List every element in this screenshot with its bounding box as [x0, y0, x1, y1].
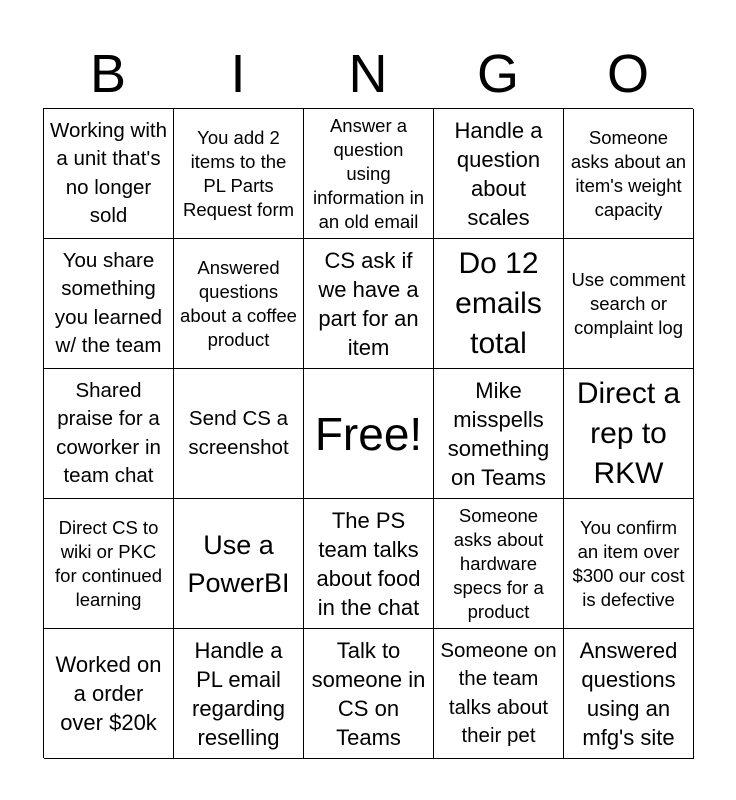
cell-text: Worked on a order over $20k — [55, 652, 162, 735]
bingo-board — [43, 108, 693, 758]
cell-text: The PS team talks about food in the chat — [316, 507, 421, 620]
bingo-cell[interactable] — [174, 239, 304, 369]
bingo-header — [43, 38, 693, 110]
cell-text: Direct a rep to RKW — [576, 376, 681, 490]
bingo-cell[interactable] — [434, 109, 564, 239]
bingo-cell[interactable] — [174, 629, 304, 759]
header-letter-i: I — [230, 44, 246, 104]
bingo-cell[interactable] — [304, 629, 434, 759]
bingo-cell[interactable] — [44, 239, 174, 369]
cell-text: You confirm an item over $300 our cost is defective — [572, 516, 685, 610]
bingo-cell[interactable] — [564, 369, 694, 499]
bingo-cell[interactable] — [174, 109, 304, 239]
bingo-cell[interactable] — [434, 499, 564, 629]
cell-text: Mike misspells something on Teams — [447, 377, 550, 490]
bingo-cell[interactable] — [304, 109, 434, 239]
cell-text: Do 12 emails total — [455, 246, 542, 360]
bingo-cell[interactable] — [44, 499, 174, 629]
cell-text: Someone asks about hardware specs for a product — [453, 504, 544, 622]
bingo-cell[interactable] — [304, 499, 434, 629]
bingo-cell[interactable] — [44, 629, 174, 759]
bingo-cell[interactable] — [564, 629, 694, 759]
bingo-cell[interactable] — [564, 239, 694, 369]
cell-text: Handle a question about scales — [454, 117, 543, 230]
cell-text: Answered questions about a coffee product — [180, 256, 297, 350]
bingo-cell[interactable] — [564, 109, 694, 239]
bingo-cell[interactable] — [434, 239, 564, 369]
cell-text: Shared praise for a coworker in team chat — [56, 378, 161, 487]
free-space-cell[interactable] — [304, 369, 434, 499]
cell-text: You share something you learned w/ the team — [54, 248, 163, 357]
cell-text: Someone asks about an item's weight capacity — [570, 126, 687, 220]
header-letter-g: G — [476, 44, 519, 104]
bingo-cell[interactable] — [44, 369, 174, 499]
bingo-cell[interactable] — [44, 109, 174, 239]
bingo-cell[interactable] — [434, 629, 564, 759]
cell-text: Direct CS to wiki or PKC for continued learning — [55, 516, 162, 610]
header-letter-b: B — [89, 44, 127, 104]
cell-text: Someone on the team talks about their pet — [440, 638, 557, 747]
cell-text: Answered questions using an mfg's site — [579, 637, 678, 750]
free-space-label: Free! — [314, 407, 423, 460]
cell-text: Answer a question using information in an old email — [312, 114, 425, 232]
bingo-cell[interactable] — [564, 499, 694, 629]
cell-text: Use comment search or complaint log — [571, 268, 686, 338]
bingo-cell[interactable] — [304, 239, 434, 369]
header-letter-n: N — [348, 44, 388, 104]
header-letter-o: O — [606, 44, 649, 104]
bingo-cell[interactable] — [174, 499, 304, 629]
cell-text: Handle a PL email regarding reselling — [192, 637, 285, 750]
cell-text: You add 2 items to the PL Parts Request form — [182, 126, 295, 220]
bingo-cell[interactable] — [434, 369, 564, 499]
cell-text: Working with a unit that's no longer sold — [50, 118, 167, 227]
cell-text: Send CS a screenshot — [188, 407, 289, 459]
cell-text: Use a PowerBI — [187, 529, 290, 598]
cell-text: Talk to someone in CS on Teams — [311, 637, 426, 750]
cell-text: CS ask if we have a part for an item — [318, 247, 419, 360]
bingo-cell[interactable] — [174, 369, 304, 499]
